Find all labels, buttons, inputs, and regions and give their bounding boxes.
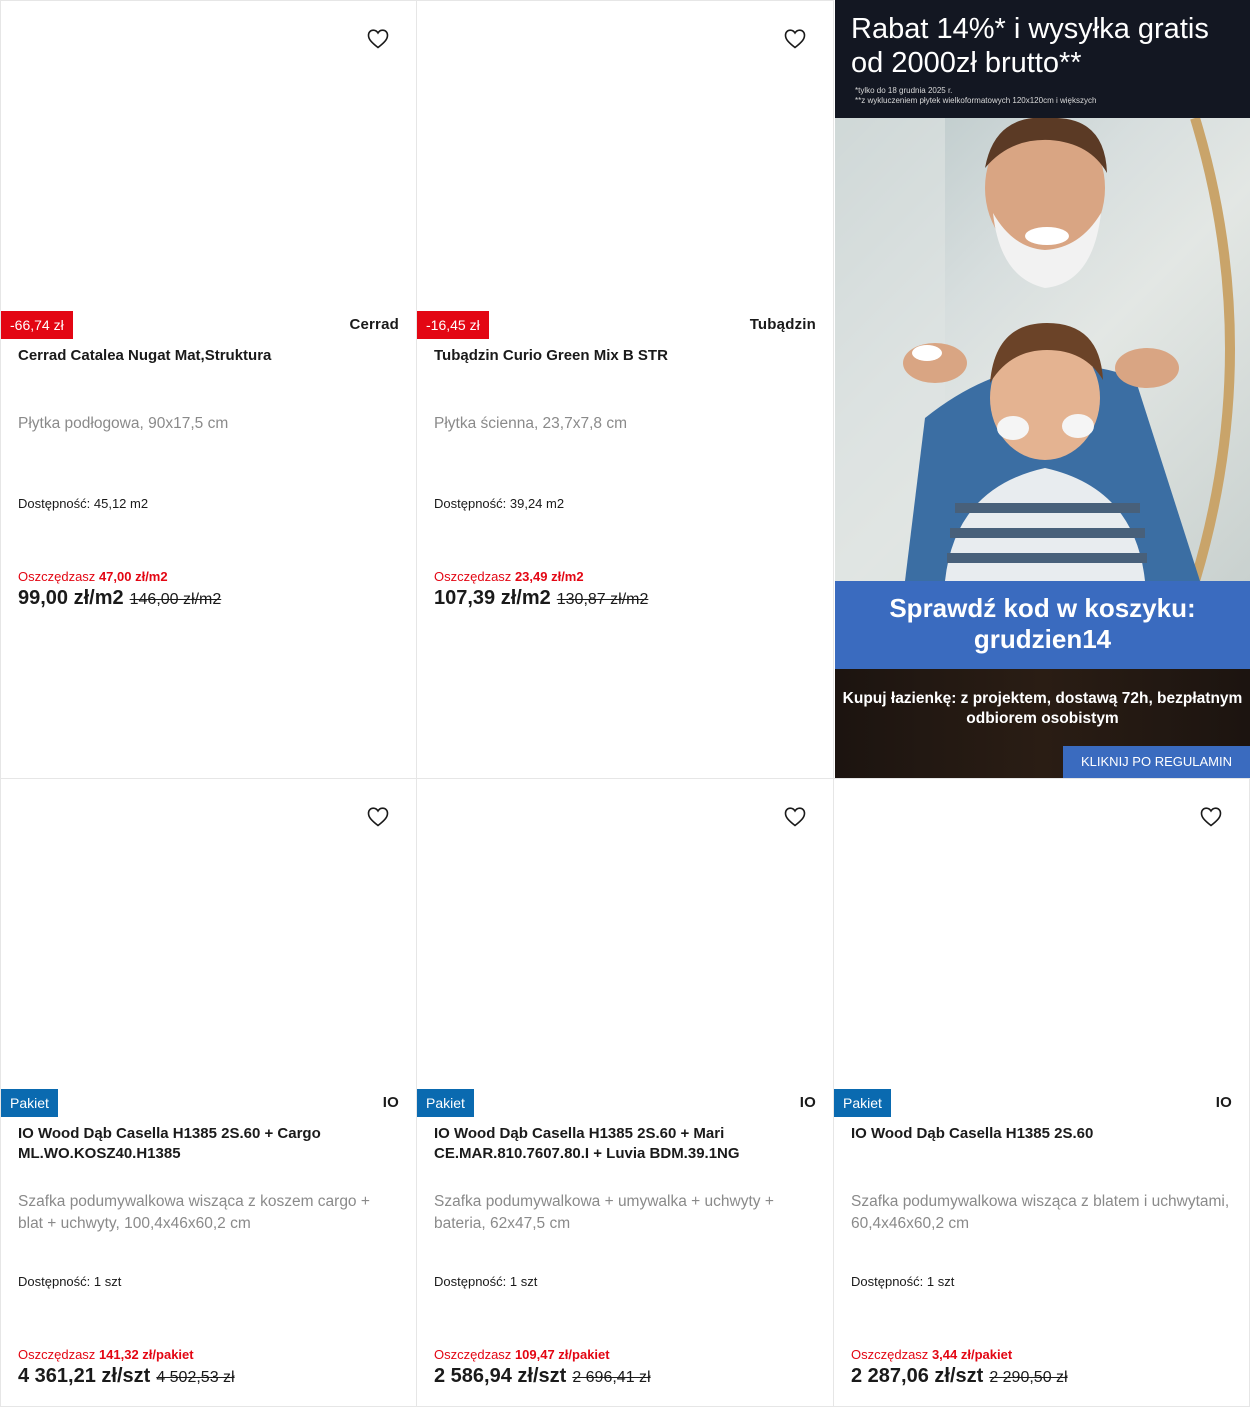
promo-code-box: [835, 581, 1250, 669]
availability: Dostępność: 1 szt: [434, 1274, 538, 1289]
savings-value: 23,49 zł/m2: [514, 569, 584, 584]
product-card[interactable]: [0, 0, 417, 779]
promo-code-label: Sprawdź kod w koszyku:: [889, 593, 1196, 623]
price-row: [434, 1365, 651, 1388]
discount-badge: -66,74 zł: [1, 311, 73, 339]
product-card[interactable]: [0, 778, 417, 1407]
promo-photo: [835, 118, 1250, 581]
product-description: Szafka podumywalkowa wisząca z koszem cargo + blat + uchwyty, 100,4x46x60,2 cm: [18, 1193, 370, 1232]
savings: [18, 569, 168, 584]
old-price: 130,87 zł/m2: [556, 591, 649, 608]
promo-note-2: **z wykluczeniem płytek wielkoformatowych 120x120cm i większych: [855, 96, 1097, 105]
father-son-shaving-illustration: [835, 118, 1250, 581]
discount-badge: -16,45 zł: [417, 311, 489, 339]
heart-icon[interactable]: [1199, 805, 1223, 829]
heart-icon[interactable]: [366, 27, 390, 51]
brand-name: Tubądzin: [749, 316, 816, 333]
promo-footer: [835, 669, 1250, 778]
savings: [434, 569, 584, 584]
product-image[interactable]: [417, 1, 833, 306]
old-price: 146,00 zł/m2: [129, 591, 222, 608]
package-badge: Pakiet: [417, 1089, 474, 1117]
promo-footnote: [855, 86, 1096, 106]
heart-icon[interactable]: [366, 805, 390, 829]
current-price: 99,00 zł/m2: [18, 587, 124, 609]
product-image[interactable]: [1, 779, 416, 1084]
package-badge: Pakiet: [834, 1089, 891, 1117]
savings: [434, 1347, 610, 1362]
product-title[interactable]: IO Wood Dąb Casella H1385 2S.60: [851, 1125, 1094, 1142]
savings-label: Oszczędzasz: [434, 1347, 512, 1362]
brand-name: Cerrad: [349, 316, 399, 333]
savings-label: Oszczędzasz: [18, 569, 96, 584]
product-card[interactable]: [416, 0, 834, 779]
product-description: Płytka podłogowa, 90x17,5 cm: [18, 415, 229, 432]
heart-icon[interactable]: [783, 27, 807, 51]
current-price: 4 361,21 zł/szt: [18, 1365, 151, 1387]
savings: [18, 1347, 194, 1362]
price-row: [18, 587, 221, 610]
product-title[interactable]: Tubądzin Curio Green Mix B STR: [434, 347, 668, 364]
product-image[interactable]: [834, 779, 1249, 1084]
savings-value: 141,32 zł/pakiet: [98, 1347, 194, 1362]
current-price: 107,39 zł/m2: [434, 587, 551, 609]
price-row: [18, 1365, 235, 1388]
promo-header: [835, 0, 1250, 118]
brand-name: IO: [382, 1094, 399, 1111]
savings-label: Oszczędzasz: [434, 569, 512, 584]
product-image[interactable]: [1, 1, 416, 306]
old-price: 4 502,53 zł: [156, 1369, 235, 1386]
promo-note-1: *tylko do 18 grudnia 2025 r.: [855, 86, 953, 95]
regulations-button[interactable]: KLIKNIJ PO REGULAMIN: [1063, 746, 1250, 778]
brand-name: IO: [799, 1094, 816, 1111]
availability: Dostępność: 39,24 m2: [434, 496, 565, 511]
savings-value: 47,00 zł/m2: [98, 569, 168, 584]
current-price: 2 287,06 zł/szt: [851, 1365, 984, 1387]
current-price: 2 586,94 zł/szt: [434, 1365, 567, 1387]
savings-label: Oszczędzasz: [18, 1347, 96, 1362]
savings: [851, 1347, 1012, 1362]
brand-name: IO: [1215, 1094, 1232, 1111]
product-title[interactable]: Cerrad Catalea Nugat Mat,Struktura: [18, 347, 272, 364]
savings-value: 3,44 zł/pakiet: [931, 1347, 1013, 1362]
product-card[interactable]: [416, 778, 834, 1407]
package-badge: Pakiet: [1, 1089, 58, 1117]
product-description: Płytka ścienna, 23,7x7,8 cm: [434, 415, 627, 432]
product-title[interactable]: IO Wood Dąb Casella H1385 2S.60 + Mari CE.MAR.810.7607.80.I + Luvia BDM.39.1NG: [434, 1125, 740, 1162]
promo-footer-text: Kupuj łazienkę: z projektem, dostawą 72h, bezpłatnym odbiorem osobistym: [842, 690, 1243, 727]
price-row: [434, 587, 648, 610]
availability: Dostępność: 1 szt: [851, 1274, 955, 1289]
old-price: 2 290,50 zł: [989, 1369, 1068, 1386]
availability: Dostępność: 1 szt: [18, 1274, 122, 1289]
promo-banner[interactable]: [835, 0, 1250, 778]
product-description: Szafka podumywalkowa + umywalka + uchwyty + bateria, 62x47,5 cm: [434, 1193, 774, 1232]
savings-value: 109,47 zł/pakiet: [514, 1347, 610, 1362]
heart-icon[interactable]: [783, 805, 807, 829]
product-description: Szafka podumywalkowa wisząca z blatem i uchwytami, 60,4x46x60,2 cm: [851, 1193, 1230, 1232]
promo-headline: Rabat 14%* i wysyłka gratis od 2000zł brutto**: [851, 13, 1209, 79]
product-card[interactable]: [833, 778, 1250, 1407]
availability: Dostępność: 45,12 m2: [18, 496, 149, 511]
savings-label: Oszczędzasz: [851, 1347, 929, 1362]
old-price: 2 696,41 zł: [572, 1369, 651, 1386]
promo-code-value: grudzien14: [973, 624, 1112, 654]
price-row: [851, 1365, 1068, 1388]
product-image[interactable]: [417, 779, 833, 1084]
product-title[interactable]: IO Wood Dąb Casella H1385 2S.60 + Cargo ML.WO.KOSZ40.H1385: [18, 1125, 321, 1162]
